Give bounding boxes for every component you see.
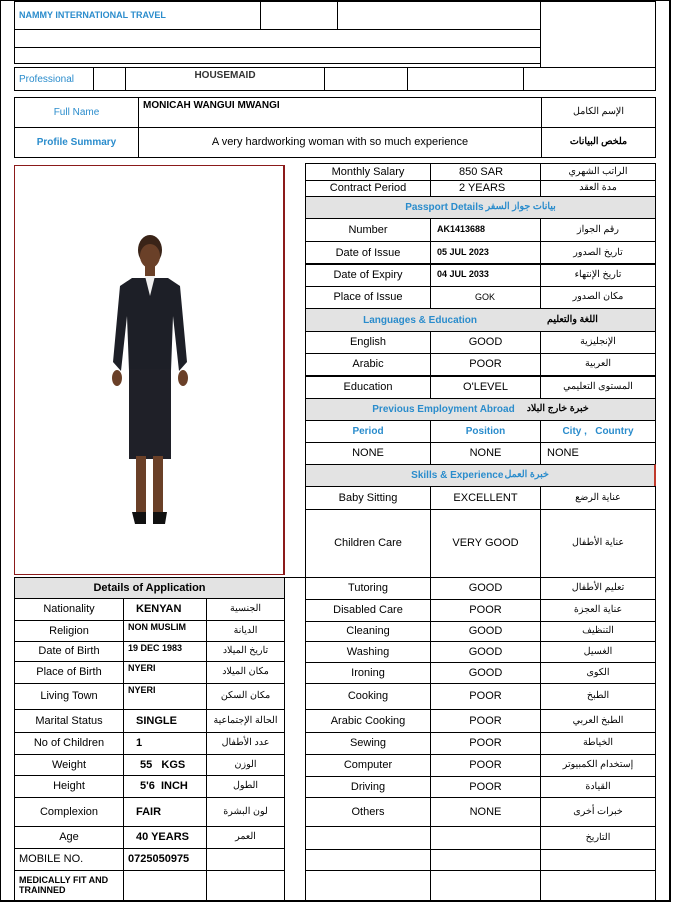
mobile-label: MOBILE NO. (14, 848, 124, 871)
gap-column (284, 577, 306, 902)
application-row-ar: مكان السكن (206, 683, 285, 710)
application-row-label: Marital Status (14, 709, 124, 733)
application-row-value: NYERI (123, 683, 207, 710)
passport-row-label: Date of Issue (305, 241, 431, 265)
skills-blank-cell (305, 826, 431, 850)
header-cell (337, 1, 541, 30)
application-row-ar: مكان الميلاد (206, 661, 285, 684)
skill-row-label: Cleaning (305, 621, 431, 642)
employment-heading-ar: خبرة خارج البلاد (526, 403, 589, 415)
position-title: HOUSEMAID (125, 67, 325, 91)
employment-heading-label: Previous Employment Abroad (372, 404, 515, 415)
skill-row-value: NONE (430, 797, 541, 827)
application-row-ar: عدد الأطفال (206, 732, 285, 755)
passport-row-ar: رقم الجواز (540, 218, 656, 242)
application-row-ar: الوزن (206, 754, 285, 776)
application-row-value: SINGLE (123, 709, 207, 733)
passport-row-ar: مكان الصدور (540, 286, 656, 309)
skill-row-label: Children Care (305, 509, 431, 578)
date-ar: التاريخ (540, 826, 656, 850)
skills-blank-cell (540, 870, 656, 902)
skills-blank-cell (430, 849, 541, 871)
application-row-value: KENYAN (123, 598, 207, 621)
skill-row-label: Computer (305, 754, 431, 777)
application-row-label: Religion (14, 620, 124, 642)
skill-row-ar: القيادة (540, 776, 656, 798)
languages-heading-label: Languages & Education (363, 314, 477, 326)
skill-row-ar: تعليم الأطفال (540, 577, 656, 600)
application-row-ar: العمر (206, 826, 285, 849)
application-row-label: Place of Birth (14, 661, 124, 684)
skill-row-value: POOR (430, 709, 541, 733)
skill-row-value: VERY GOOD (430, 509, 541, 578)
employment-col-location: City , Country (540, 420, 656, 443)
application-row-ar: الجنسية (206, 598, 285, 621)
language-row-label: Arabic (305, 353, 431, 376)
skill-row-ar: الكوى (540, 662, 656, 684)
skills-heading-ar: خبرة العمل (504, 469, 549, 481)
skill-row-ar: إستخدام الكمبيوتر (540, 754, 656, 777)
employment-heading (305, 398, 656, 421)
skill-row-value: EXCELLENT (430, 486, 541, 510)
application-row-label: Weight (14, 754, 124, 776)
skill-row-value: GOOD (430, 641, 541, 663)
application-row-value: 19 DEC 1983 (123, 641, 207, 662)
skill-row-label: Disabled Care (305, 599, 431, 622)
application-row-label: Age (14, 826, 124, 849)
skill-row-ar: الغسيل (540, 641, 656, 663)
passport-row-label: Place of Issue (305, 286, 431, 309)
contract-ar: مدة العقد (540, 180, 656, 197)
contract-value: 2 YEARS (430, 180, 541, 197)
skill-row-value: POOR (430, 683, 541, 710)
header-cell (523, 67, 656, 91)
skill-row-ar: التنظيف (540, 621, 656, 642)
passport-row-value: 05 JUL 2023 (430, 241, 541, 265)
application-blank-cell (206, 848, 285, 871)
passport-row-label: Number (305, 218, 431, 242)
passport-row-value: AK1413688 (430, 218, 541, 242)
skills-blank-cell (305, 849, 431, 871)
skill-row-label: Baby Sitting (305, 486, 431, 510)
skill-row-value: POOR (430, 754, 541, 777)
language-row-value: GOOD (430, 331, 541, 354)
passport-row-value: GOK (430, 286, 541, 309)
language-row-ar: المستوى التعليمي (540, 376, 656, 399)
employment-position-value: NONE (430, 442, 541, 465)
application-row-value: FAIR (123, 797, 207, 827)
application-blank-cell (206, 870, 285, 902)
candidate-figure (15, 166, 284, 574)
header-cell (407, 67, 524, 91)
application-row-label: Date of Birth (14, 641, 124, 662)
full-name-label: Full Name (14, 97, 139, 128)
skill-row-value: GOOD (430, 621, 541, 642)
summary-value: A very hardworking woman with so much experience (138, 127, 542, 158)
skill-row-ar: الطبخ العربي (540, 709, 656, 733)
application-row-ar: الحالة الإجتماعية (206, 709, 285, 733)
passport-row-label: Date of Expiry (305, 263, 431, 287)
skill-row-label: Sewing (305, 732, 431, 755)
skill-row-value: GOOD (430, 577, 541, 600)
passport-heading-label: Passport Details (405, 202, 484, 213)
medical-status: MEDICALLY FIT AND TRAINNED (14, 870, 124, 902)
skill-row-label: Arabic Cooking (305, 709, 431, 733)
application-row-value: NYERI (123, 661, 207, 684)
skill-row-ar: الخياطة (540, 732, 656, 755)
language-row-value: O'LEVEL (430, 376, 541, 399)
header-blank-row (14, 47, 541, 64)
skill-row-value: POOR (430, 776, 541, 798)
skills-heading-label: Skills & Experience (411, 470, 504, 481)
skill-row-value: POOR (430, 732, 541, 755)
header-cell (324, 67, 408, 91)
skills-blank-cell (430, 826, 541, 850)
application-row-ar: لون البشرة (206, 797, 285, 827)
salary-label: Monthly Salary (305, 163, 431, 181)
skill-row-label: Ironing (305, 662, 431, 684)
professional-label: Professional (14, 67, 94, 91)
application-row-value: NON MUSLIM (123, 620, 207, 642)
contract-label: Contract Period (305, 180, 431, 197)
header-cell (93, 67, 126, 91)
passport-row-ar: تاريخ الإنتهاء (540, 263, 656, 287)
skill-row-ar: عناية الرضع (540, 486, 656, 510)
application-row-value: 55 KGS (123, 754, 207, 776)
application-row-label: Height (14, 775, 124, 798)
employment-location-value: NONE (540, 442, 656, 465)
skill-row-ar: خبرات أخرى (540, 797, 656, 827)
application-row-label: No of Children (14, 732, 124, 755)
application-row-ar: الطول (206, 775, 285, 798)
employment-period-value: NONE (305, 442, 431, 465)
skill-row-ar: عناية الأطفال (540, 509, 656, 578)
passport-row-ar: تاريخ الصدور (540, 241, 656, 265)
header-blank-row (14, 29, 541, 48)
application-heading: Details of Application (14, 577, 285, 599)
skill-row-label: Tutoring (305, 577, 431, 600)
candidate-photo (14, 165, 285, 575)
skill-row-value: POOR (430, 599, 541, 622)
skill-row-label: Driving (305, 776, 431, 798)
application-row-label: Nationality (14, 598, 124, 621)
header-cell (260, 1, 338, 30)
application-blank-cell (123, 870, 207, 902)
passport-row-value: 04 JUL 2033 (430, 263, 541, 287)
application-row-ar: الديانة (206, 620, 285, 642)
skill-row-label: Cooking (305, 683, 431, 710)
application-row-ar: تاريخ الميلاد (206, 641, 285, 662)
full-name-ar: الإسم الكامل (541, 97, 656, 128)
passport-heading (305, 196, 656, 219)
skills-blank-cell (540, 849, 656, 871)
mobile-value: 0725050975 (123, 848, 207, 871)
language-row-ar: الإنجليزية (540, 331, 656, 354)
languages-heading (305, 308, 656, 332)
skills-blank-cell (430, 870, 541, 902)
application-row-label: Living Town (14, 683, 124, 710)
agency-name: NAMMY INTERNATIONAL TRAVEL (14, 1, 261, 30)
summary-ar: ملخص البيانات (541, 127, 656, 158)
summary-label: Profile Summary (14, 127, 139, 158)
employment-col-period: Period (305, 420, 431, 443)
language-row-label: Education (305, 376, 431, 399)
application-row-value: 1 (123, 732, 207, 755)
application-row-label: Complexion (14, 797, 124, 827)
passport-heading-ar: بيانات جواز السفر (485, 201, 556, 213)
application-row-value: 5'6 INCH (123, 775, 207, 798)
language-row-ar: العربية (540, 353, 656, 376)
full-name-value: MONICAH WANGUI MWANGI (138, 97, 542, 128)
header-side-cell (540, 1, 656, 68)
skill-row-ar: الطبخ (540, 683, 656, 710)
skill-row-value: GOOD (430, 662, 541, 684)
application-row-value: 40 YEARS (123, 826, 207, 849)
language-row-value: POOR (430, 353, 541, 376)
salary-ar: الراتب الشهري (540, 163, 656, 181)
skills-heading (305, 464, 656, 487)
salary-value: 850 SAR (430, 163, 541, 181)
language-row-label: English (305, 331, 431, 354)
skill-row-label: Others (305, 797, 431, 827)
skill-row-ar: عناية العجزة (540, 599, 656, 622)
skills-blank-cell (305, 870, 431, 902)
employment-col-position: Position (430, 420, 541, 443)
languages-heading-ar: اللغة والتعليم (547, 313, 598, 325)
skill-row-label: Washing (305, 641, 431, 663)
